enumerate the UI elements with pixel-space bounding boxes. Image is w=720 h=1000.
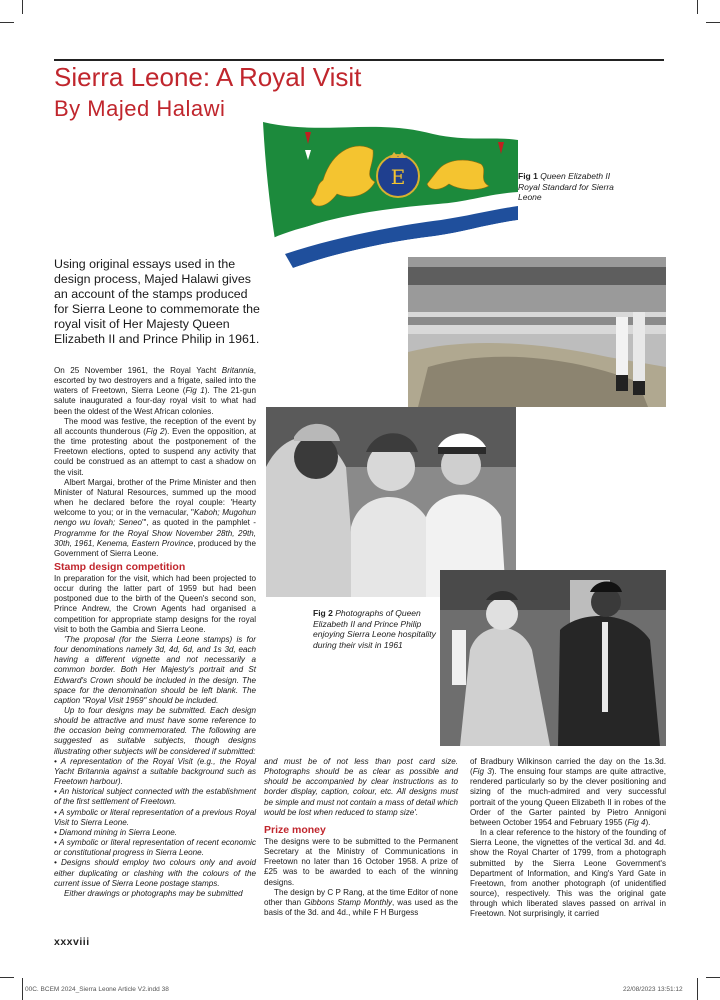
col3-p1-fig: Fig 3 xyxy=(472,767,492,777)
col1-p2-b: ). Even the opposition, at the time protesting about the postponement of the Freetown elections, opted to suspend any activity that could be construed as an attempt to cast a shadow on the visit. xyxy=(54,426,256,477)
col1-bullet-5: • A symbolic or literal representation of recent economic or constitutional progress in Sierra Leone. xyxy=(54,838,256,858)
col3-p1-fig2: Fig 4 xyxy=(627,817,646,827)
crop-mark xyxy=(706,22,720,23)
col1-p1-c: ). The 21-gun salute inaugurated a four-day royal visit to what had been the oldest of the West African colonies. xyxy=(54,386,256,416)
column-1 xyxy=(54,366,256,899)
col1-p4: In preparation for the visit, which had been projected to occur during the latter part of 1959 but had been postponed due to the birth of the Queen's second son, Prince Andrew, the Crown Agents had organised a competition for appropriate stamp designs for the royal visit to both the Gambia and Sierra Leone. xyxy=(54,573,256,634)
article-byline: By Majed Halawi xyxy=(54,96,226,121)
heading-stamp-design: Stamp design competition xyxy=(54,560,186,573)
col1-p1-b: , escorted by two destroyers and a frigate, sailed into the waters of Freetown, Sierra Leone ( xyxy=(54,366,256,396)
col1-p3-em: Kaboh; Mugohun nengo wu lovah; Seneo xyxy=(54,508,256,528)
col1-bullet-6: • Designs should employ two colours only and avoid either duplicating or clashing with the colours of the current issue of Sierra Leone postage stamps. xyxy=(54,858,256,888)
crop-mark xyxy=(22,0,23,14)
col1-p3-b: "', as quoted in the pamphlet - xyxy=(142,518,256,528)
col1-bullet-3: • A symbolic or literal representation of a previous Royal Visit to Sierra Leone. xyxy=(54,807,256,827)
page-number: xxxviii xyxy=(54,936,90,948)
fig1-caption-text: Queen Elizabeth II Royal Standard for Sierra Leone xyxy=(518,171,614,202)
col2-p2: The designs were to be submitted to the Permanent Secretary at the Ministry of Communications in Freetown no later than 16 October 1958. A prize of £25 was to be awarded to each of the winning designs. xyxy=(264,836,458,887)
col3-p1-b: ). The ensuing four stamps are quite attractive, rendered particularly so by the clever positioning and sizing of the much-admired and very successful portrait of the young Queen Elizabeth II in robes of the Order of the Garter painted by Pietro Annigoni between October 1954 and February 1955 ( xyxy=(470,767,666,827)
royal-standard-flag-image xyxy=(263,120,518,268)
svg-text:E: E xyxy=(390,165,406,189)
col1-p2-a: The mood was festive, the reception of the event by all accounts thunderous ( xyxy=(54,416,256,436)
column-2 xyxy=(264,757,458,918)
fig2-caption-text: Photographs of Queen Elizabeth II and Prince Philip enjoying Sierra Leone hospitality during their visit in 1961 xyxy=(313,608,436,650)
col1-bullet-1: • A representation of the Royal Visit (e.g., the Royal Yacht Britannia against a suitable background such as Freetown harbour). xyxy=(54,756,256,787)
parade-photo xyxy=(408,257,666,407)
crop-mark xyxy=(697,978,698,1000)
royal-couple-photo xyxy=(266,407,516,597)
crop-mark xyxy=(22,978,23,1000)
col1-p7: Either drawings or photographs may be submitted xyxy=(64,888,243,898)
fig1-label: Fig 1 xyxy=(518,171,538,181)
col1-p3-em2: Programme for the Royal Show November 28th, 29th, 30th, 1961, Kenema, Eastern Province xyxy=(54,528,256,548)
col2-p3-a: The design by C P Rang, at the time Editor of none other than xyxy=(264,887,458,907)
article-title: Sierra Leone: A Royal Visit xyxy=(54,62,362,92)
col3-p2: In a clear reference to the history of the founding of Sierra Leone, the vignettes of the vertical 3d. and 4d. show the Royal Charter of 1799, from a photograph submitted by the Sierra Leone Government's Department of Information, and King's Yard Gate in Freetown, from another photograph (of unidentified source), respectively. This was the original gate through which liberated slaves passed on arrival in Freetown. Not surprisingly, it carried xyxy=(470,828,666,919)
col2-p1: and must be of not less than post card size. Photographs should be as clear as possible and should be accompanied by clear instructions as to border display, caption, colour, etc. All designs must be simple and must not contain a mass of detail which would be lost when reduced to stamp size'. xyxy=(264,757,458,817)
intro-standfirst: Using original essays used in the design process, Majed Halawi gives an account of the stamps produced for Sierra Leone to commemorate the royal visit of Her Majesty Queen Elizabeth II and Prince Philip in 1961. xyxy=(54,257,260,346)
crop-mark xyxy=(0,22,14,23)
crop-mark xyxy=(697,0,698,14)
queen-reception-photo xyxy=(440,570,666,746)
col1-p1-a: On 25 November 1961, the Royal Yacht xyxy=(54,366,222,375)
col2-p3-em: Gibbons Stamp Monthly xyxy=(304,897,393,907)
col1-bullet-2: • An historical subject connected with the establishment of the first settlement of Freetown. xyxy=(54,787,256,807)
col1-p5: 'The proposal (for the Sierra Leone stamps) is for four denominations namely 3d, 4d, 6d, and 1s 3d, each having a different vignette and not necessarily a common border. Both Her Majesty's portrait and St Edward's Crown should be included in the design. The space for the denomination should be left blank. The caption "Royal Visit 1959" should be included. xyxy=(54,634,256,705)
crop-mark xyxy=(0,977,14,978)
col1-p1-fig: Fig 1 xyxy=(185,386,205,396)
col1-bullet-4: • Diamond mining in Sierra Leone. xyxy=(54,827,177,837)
col1-p2-fig: Fig 2 xyxy=(145,426,165,436)
fig1-caption xyxy=(518,171,628,203)
col2-p3-b: , was used as the basis of the 3d. and 4d., while F H Burgess xyxy=(264,897,458,918)
footer-timestamp: 22/08/2023 13:51:12 xyxy=(623,986,683,993)
crop-mark xyxy=(706,977,720,978)
footer-file-slug: 00C. BCEM 2024_Sierra Leone Article V2.indd 38 xyxy=(25,986,169,993)
col3-p1-a: of Bradbury Wilkinson carried the day on the 1s.3d. ( xyxy=(470,757,666,777)
column-3 xyxy=(470,757,666,920)
col1-p3-a: Albert Margai, brother of the Prime Minister and then Minister of Natural Resources, summed up the mood when he declared before the royal couple: 'Hearty welcome to you; or in the vernacular, " xyxy=(54,477,256,518)
fig2-caption xyxy=(313,608,441,650)
col1-p3-c: , produced by the Government of Sierra Leone. xyxy=(54,538,257,558)
col1-p1-em: Britannia xyxy=(221,366,254,375)
header-rule xyxy=(54,59,664,61)
col3-p1-c: ). xyxy=(645,817,651,827)
fig2-label: Fig 2 xyxy=(313,608,333,618)
heading-prize-money: Prize money xyxy=(264,823,326,836)
col1-p6: Up to four designs may be submitted. Each design should be attractive and must have some reference to the occasion being commemorated. The following are suggested as suitable subjects, though designs illustrating other subjects will be considered if submitted: xyxy=(54,706,256,756)
